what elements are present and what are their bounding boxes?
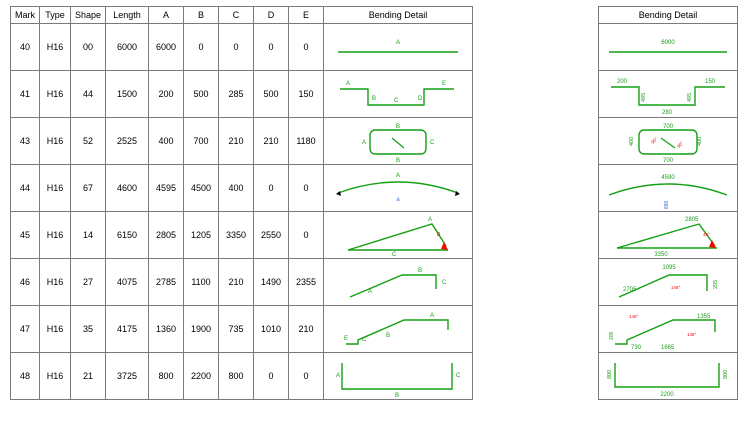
column-header-mark: Mark	[11, 7, 40, 24]
table-row	[11, 353, 473, 400]
cell-mark: 48	[11, 353, 40, 400]
dimension-d: 495	[687, 92, 693, 102]
detail-label-c: C	[430, 140, 435, 146]
table-row	[599, 118, 738, 165]
cell-mark: 43	[11, 118, 40, 165]
cell-type: H16	[40, 353, 71, 400]
dimension-c: 800	[723, 369, 729, 379]
column-header-a: A	[149, 7, 184, 24]
detail-label-b: B	[386, 333, 391, 339]
table-row	[11, 212, 473, 259]
bending-dimension-diagram-43	[599, 118, 738, 165]
dimension-b: 1095	[662, 265, 676, 271]
cell-a: 4595	[149, 165, 184, 212]
dimension-length: 4590	[661, 175, 675, 181]
cell-e: 0	[289, 212, 324, 259]
bending-detail-diagram-45	[324, 212, 473, 259]
dimension-a: 200	[617, 79, 628, 85]
cell-type: H16	[40, 165, 71, 212]
side-table-header-row	[599, 7, 738, 24]
cell-shape: 14	[71, 212, 106, 259]
cell-length: 1500	[106, 71, 149, 118]
dimension-b: 495	[641, 92, 647, 102]
cell-a: 2805	[149, 212, 184, 259]
cell-length: 4175	[106, 306, 149, 353]
cell-c: 3350	[219, 212, 254, 259]
dimension-c: 730	[631, 345, 642, 351]
column-header-type: Type	[40, 7, 71, 24]
table-row	[599, 259, 738, 306]
dimension-b: 2200	[660, 392, 674, 398]
cell-b: 1205	[184, 212, 219, 259]
cell-d: 0	[254, 353, 289, 400]
cell-shape: 44	[71, 71, 106, 118]
table-row	[599, 71, 738, 118]
bending-dimension-diagram-45	[599, 212, 738, 259]
dimension-b: 1665	[661, 345, 675, 351]
bending-dimension-diagram-47	[599, 306, 738, 353]
dimension-angle-1: 90°	[650, 136, 659, 145]
cell-a: 200	[149, 71, 184, 118]
detail-label-b: B	[394, 393, 400, 399]
cell-d: 500	[254, 71, 289, 118]
cell-type: H16	[40, 118, 71, 165]
dimension-e: 205	[609, 331, 615, 340]
dimension-a: 2705	[623, 287, 637, 293]
cell-type: H16	[40, 259, 71, 306]
cell-shape: 67	[71, 165, 106, 212]
cell-type: H16	[40, 212, 71, 259]
bending-detail-diagram-47	[324, 306, 473, 353]
cell-e: 0	[289, 24, 324, 71]
detail-label-d: D	[418, 96, 423, 102]
detail-label-a: A	[395, 40, 401, 46]
table-row	[11, 306, 473, 353]
cell-mark: 41	[11, 71, 40, 118]
cell-type: H16	[40, 71, 71, 118]
column-header-d: D	[254, 7, 289, 24]
cell-length: 4600	[106, 165, 149, 212]
cell-d: 210	[254, 118, 289, 165]
detail-label-b: B	[372, 96, 377, 102]
cell-length: 2525	[106, 118, 149, 165]
cell-type: H16	[40, 306, 71, 353]
cell-e: 2355	[289, 259, 324, 306]
dimension-a: 400	[629, 136, 635, 146]
cell-c: 0	[219, 24, 254, 71]
dimension-a: 1355	[697, 314, 711, 320]
detail-label-e: E	[442, 81, 447, 87]
cell-length: 3725	[106, 353, 149, 400]
detail-label-c: C	[362, 337, 367, 343]
detail-label-angle: a	[396, 197, 400, 203]
cell-c: 400	[219, 165, 254, 212]
dimension-e: 150	[705, 79, 716, 85]
bending-detail-dimensions-table	[598, 6, 738, 400]
cell-shape: 52	[71, 118, 106, 165]
table-row	[11, 24, 473, 71]
column-header-bending-detail: Bending Detail	[324, 7, 473, 24]
table-header-row	[11, 7, 473, 24]
table-row	[11, 71, 473, 118]
bending-detail-diagram-46	[324, 259, 473, 306]
bending-dimension-diagram-44	[599, 165, 738, 212]
detail-label-c: C	[442, 280, 447, 286]
cell-b: 1900	[184, 306, 219, 353]
cell-b: 1100	[184, 259, 219, 306]
detail-label-b: B	[418, 268, 423, 274]
cell-c: 285	[219, 71, 254, 118]
bending-schedule-table	[10, 6, 473, 400]
detail-label-a: A	[395, 173, 401, 179]
column-header-length: Length	[106, 7, 149, 24]
cell-mark: 40	[11, 24, 40, 71]
cell-b: 4500	[184, 165, 219, 212]
detail-label-e: E	[344, 336, 349, 342]
bending-detail-diagram-48	[324, 353, 473, 400]
column-header-bending-detail-dimensions: Bending Detail	[599, 7, 738, 24]
dimension-c: 3350	[654, 252, 668, 258]
bending-detail-diagram-40	[324, 24, 473, 71]
dimension-angle-2: 148°	[687, 332, 697, 337]
table-row	[599, 306, 738, 353]
cell-a: 6000	[149, 24, 184, 71]
cell-e: 0	[289, 353, 324, 400]
cell-d: 0	[254, 24, 289, 71]
detail-label-b-bottom: B	[396, 158, 401, 164]
dimension-angle-1: 148°	[629, 314, 639, 319]
cell-c: 210	[219, 118, 254, 165]
bending-dimension-diagram-41	[599, 71, 738, 118]
cell-c: 735	[219, 306, 254, 353]
detail-label-a: A	[368, 289, 373, 295]
dimension-b-bottom: 700	[662, 158, 674, 164]
dimension-angle-2: 90°	[676, 140, 685, 149]
cell-mark: 46	[11, 259, 40, 306]
cell-shape: 35	[71, 306, 106, 353]
cell-b: 0	[184, 24, 219, 71]
detail-label-a: A	[362, 140, 367, 146]
column-header-shape: Shape	[71, 7, 106, 24]
detail-label-c: C	[392, 252, 397, 258]
detail-label-c: C	[394, 98, 399, 104]
bending-dimension-diagram-48	[599, 353, 738, 400]
cell-shape: 27	[71, 259, 106, 306]
cell-d: 1490	[254, 259, 289, 306]
detail-label-a: A	[428, 217, 433, 223]
cell-length: 6000	[106, 24, 149, 71]
cell-b: 2200	[184, 353, 219, 400]
cell-length: 6150	[106, 212, 149, 259]
detail-label-a: A	[336, 373, 341, 379]
cell-a: 2785	[149, 259, 184, 306]
cell-mark: 45	[11, 212, 40, 259]
table-row	[599, 24, 738, 71]
cell-b: 500	[184, 71, 219, 118]
detail-label-c: C	[456, 373, 461, 379]
table-row	[599, 165, 738, 212]
cell-shape: 00	[71, 24, 106, 71]
dimension-angle: 45°	[703, 232, 710, 237]
table-row	[11, 118, 473, 165]
table-row	[11, 259, 473, 306]
cell-length: 4075	[106, 259, 149, 306]
bending-dimension-diagram-40	[599, 24, 738, 71]
cell-mark: 47	[11, 306, 40, 353]
column-header-b: B	[184, 7, 219, 24]
cell-a: 400	[149, 118, 184, 165]
cell-e: 0	[289, 165, 324, 212]
cell-mark: 44	[11, 165, 40, 212]
table-row	[599, 353, 738, 400]
dimension-b-top: 700	[662, 124, 674, 130]
cell-e: 1180	[289, 118, 324, 165]
detail-label-b: B	[437, 232, 441, 238]
dimension-angle: 148°	[671, 285, 681, 290]
cell-d: 1010	[254, 306, 289, 353]
cell-c: 210	[219, 259, 254, 306]
cell-type: H16	[40, 24, 71, 71]
dimension-radius: 888	[664, 200, 670, 210]
bending-detail-diagram-41	[324, 71, 473, 118]
detail-label-a: A	[430, 313, 435, 319]
table-row	[599, 212, 738, 259]
dimension-c: 400	[697, 136, 703, 146]
dimension-c: 205	[713, 279, 719, 289]
dimension-a: 2805	[685, 217, 699, 223]
dimension-length: 6000	[661, 40, 675, 46]
cell-a: 1360	[149, 306, 184, 353]
bending-detail-diagram-44	[324, 165, 473, 212]
cell-e: 150	[289, 71, 324, 118]
bending-detail-diagram-43	[324, 118, 473, 165]
cell-shape: 21	[71, 353, 106, 400]
bending-dimension-diagram-46	[599, 259, 738, 306]
detail-label-b-top: B	[396, 124, 401, 130]
cell-b: 700	[184, 118, 219, 165]
cell-d: 2550	[254, 212, 289, 259]
cell-d: 0	[254, 165, 289, 212]
cell-e: 210	[289, 306, 324, 353]
cell-c: 800	[219, 353, 254, 400]
detail-label-a: A	[346, 81, 351, 87]
dimension-a: 800	[607, 369, 613, 379]
column-header-c: C	[219, 7, 254, 24]
dimension-c: 280	[661, 110, 673, 116]
table-row	[11, 165, 473, 212]
column-header-e: E	[289, 7, 324, 24]
cell-a: 800	[149, 353, 184, 400]
